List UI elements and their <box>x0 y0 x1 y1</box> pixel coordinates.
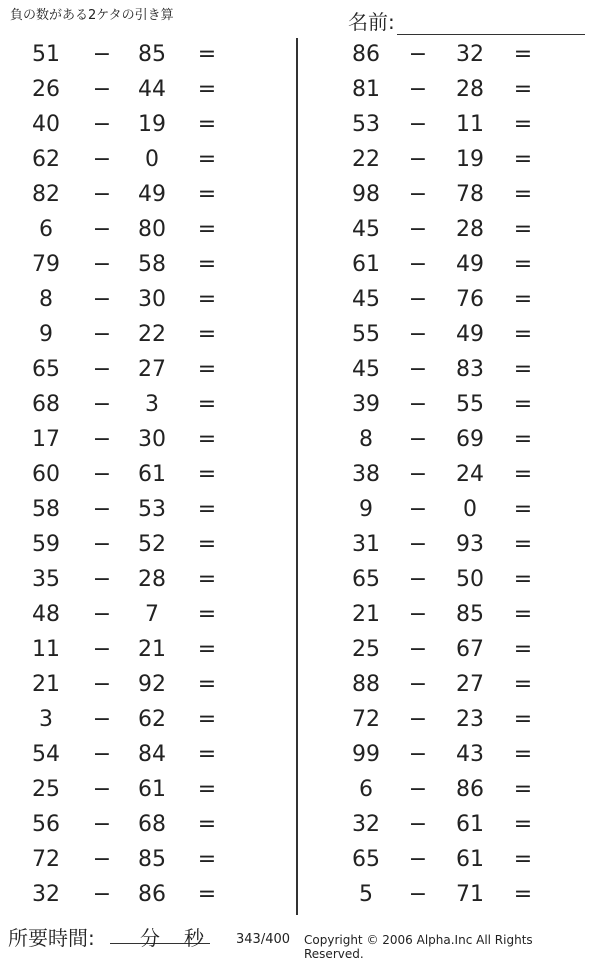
second-operand: 27 <box>456 672 484 697</box>
problem-row <box>320 318 590 353</box>
second-operand: 86 <box>456 777 484 802</box>
first-operand: 88 <box>352 672 380 697</box>
equals-sign: = <box>197 287 217 312</box>
first-operand: 26 <box>32 77 60 102</box>
equals-sign: = <box>513 532 533 557</box>
minus-sign: − <box>92 567 112 592</box>
minus-sign: − <box>92 42 112 67</box>
equals-sign: = <box>513 322 533 347</box>
first-operand: 51 <box>32 42 60 67</box>
problem-row <box>320 38 590 73</box>
equals-sign: = <box>197 882 217 907</box>
minus-sign: − <box>92 672 112 697</box>
minus-sign: − <box>408 357 428 382</box>
first-operand: 62 <box>32 147 60 172</box>
first-operand: 61 <box>352 252 380 277</box>
first-operand: 59 <box>32 532 60 557</box>
minus-sign: − <box>408 287 428 312</box>
second-operand: 55 <box>456 392 484 417</box>
problem-row <box>320 808 590 843</box>
first-operand: 6 <box>39 217 53 242</box>
name-label: 名前: <box>348 10 395 34</box>
equals-sign: = <box>513 847 533 872</box>
equals-sign: = <box>513 707 533 732</box>
name-field <box>348 6 585 35</box>
minus-sign: − <box>408 847 428 872</box>
problem-row <box>0 423 270 458</box>
problem-row <box>320 563 590 598</box>
equals-sign: = <box>197 112 217 137</box>
equals-sign: = <box>513 42 533 67</box>
problem-row <box>0 283 270 318</box>
time-label: 所要時間: <box>8 926 95 950</box>
equals-sign: = <box>513 777 533 802</box>
first-operand: 45 <box>352 217 380 242</box>
minus-sign: − <box>408 777 428 802</box>
first-operand: 53 <box>352 112 380 137</box>
problem-row <box>320 108 590 143</box>
minus-sign: − <box>408 497 428 522</box>
right-problem-column <box>320 38 590 913</box>
problem-row <box>320 598 590 633</box>
equals-sign: = <box>513 742 533 767</box>
first-operand: 45 <box>352 357 380 382</box>
first-operand: 9 <box>359 497 373 522</box>
minus-sign: − <box>408 707 428 732</box>
first-operand: 25 <box>352 637 380 662</box>
first-operand: 22 <box>352 147 380 172</box>
second-operand: 22 <box>138 322 166 347</box>
equals-sign: = <box>197 602 217 627</box>
first-operand: 81 <box>352 77 380 102</box>
page-number: 343/400 <box>236 932 291 947</box>
problem-row <box>320 143 590 178</box>
problem-row <box>320 528 590 563</box>
problem-row <box>0 143 270 178</box>
minus-sign: − <box>92 357 112 382</box>
minus-sign: − <box>92 252 112 277</box>
minus-sign: − <box>408 42 428 67</box>
problem-row <box>0 73 270 108</box>
second-operand: 93 <box>456 532 484 557</box>
minus-sign: − <box>408 217 428 242</box>
first-operand: 65 <box>352 847 380 872</box>
first-operand: 31 <box>352 532 380 557</box>
problem-row <box>0 668 270 703</box>
minus-sign: − <box>408 812 428 837</box>
first-operand: 72 <box>352 707 380 732</box>
equals-sign: = <box>513 182 533 207</box>
equals-sign: = <box>513 217 533 242</box>
second-operand: 62 <box>138 707 166 732</box>
second-operand: 49 <box>456 252 484 277</box>
second-operand: 69 <box>456 427 484 452</box>
equals-sign: = <box>197 462 217 487</box>
equals-sign: = <box>197 77 217 102</box>
problem-row <box>320 213 590 248</box>
minus-sign: − <box>408 672 428 697</box>
minus-sign: − <box>408 742 428 767</box>
equals-sign: = <box>197 42 217 67</box>
minus-sign: − <box>408 147 428 172</box>
first-operand: 48 <box>32 602 60 627</box>
second-operand: 50 <box>456 567 484 592</box>
problem-row <box>0 353 270 388</box>
minus-sign: − <box>92 112 112 137</box>
second-operand: 0 <box>145 147 159 172</box>
second-operand: 11 <box>456 112 484 137</box>
second-operand: 3 <box>145 392 159 417</box>
equals-sign: = <box>197 637 217 662</box>
second-operand: 53 <box>138 497 166 522</box>
problem-row <box>320 73 590 108</box>
first-operand: 25 <box>32 777 60 802</box>
second-operand: 49 <box>456 322 484 347</box>
problem-row <box>320 178 590 213</box>
equals-sign: = <box>513 567 533 592</box>
equals-sign: = <box>197 252 217 277</box>
second-operand: 86 <box>138 882 166 907</box>
seconds-label: 秒 <box>184 926 204 950</box>
problem-row <box>320 843 590 878</box>
second-operand: 19 <box>138 112 166 137</box>
second-operand: 30 <box>138 287 166 312</box>
equals-sign: = <box>197 672 217 697</box>
equals-sign: = <box>513 112 533 137</box>
second-operand: 61 <box>138 777 166 802</box>
second-operand: 28 <box>456 217 484 242</box>
second-operand: 7 <box>145 602 159 627</box>
second-operand: 83 <box>456 357 484 382</box>
second-operand: 23 <box>456 707 484 732</box>
first-operand: 11 <box>32 637 60 662</box>
second-operand: 85 <box>138 42 166 67</box>
second-operand: 76 <box>456 287 484 312</box>
problem-row <box>0 108 270 143</box>
equals-sign: = <box>197 427 217 452</box>
equals-sign: = <box>513 812 533 837</box>
equals-sign: = <box>513 392 533 417</box>
problem-row <box>0 458 270 493</box>
problem-row <box>320 493 590 528</box>
second-operand: 28 <box>138 567 166 592</box>
minus-sign: − <box>408 182 428 207</box>
second-operand: 32 <box>456 42 484 67</box>
problem-row <box>0 878 270 913</box>
second-operand: 61 <box>456 812 484 837</box>
problem-row <box>0 38 270 73</box>
first-operand: 65 <box>352 567 380 592</box>
equals-sign: = <box>197 217 217 242</box>
second-operand: 24 <box>456 462 484 487</box>
equals-sign: = <box>197 847 217 872</box>
problem-row <box>0 703 270 738</box>
second-operand: 84 <box>138 742 166 767</box>
equals-sign: = <box>513 602 533 627</box>
equals-sign: = <box>197 322 217 347</box>
problem-row <box>320 738 590 773</box>
second-operand: 71 <box>456 882 484 907</box>
column-divider <box>296 38 298 915</box>
first-operand: 21 <box>352 602 380 627</box>
problem-row <box>320 633 590 668</box>
minus-sign: − <box>92 707 112 732</box>
minus-sign: − <box>408 602 428 627</box>
second-operand: 52 <box>138 532 166 557</box>
problem-row <box>320 283 590 318</box>
second-operand: 19 <box>456 147 484 172</box>
problem-row <box>320 423 590 458</box>
minus-sign: − <box>408 532 428 557</box>
second-operand: 30 <box>138 427 166 452</box>
equals-sign: = <box>513 497 533 522</box>
second-operand: 68 <box>138 812 166 837</box>
first-operand: 68 <box>32 392 60 417</box>
minus-sign: − <box>92 147 112 172</box>
equals-sign: = <box>513 882 533 907</box>
first-operand: 82 <box>32 182 60 207</box>
equals-sign: = <box>197 707 217 732</box>
minus-sign: − <box>408 427 428 452</box>
first-operand: 39 <box>352 392 380 417</box>
problem-row <box>0 213 270 248</box>
second-operand: 0 <box>463 497 477 522</box>
problem-row <box>0 248 270 283</box>
minus-sign: − <box>408 567 428 592</box>
problem-row <box>0 633 270 668</box>
second-operand: 61 <box>138 462 166 487</box>
minus-sign: − <box>408 882 428 907</box>
second-operand: 49 <box>138 182 166 207</box>
first-operand: 9 <box>39 322 53 347</box>
second-operand: 43 <box>456 742 484 767</box>
first-operand: 99 <box>352 742 380 767</box>
left-problem-column <box>0 38 270 913</box>
minus-sign: − <box>92 217 112 242</box>
equals-sign: = <box>513 637 533 662</box>
minus-sign: − <box>92 462 112 487</box>
problem-row <box>320 388 590 423</box>
minus-sign: − <box>92 847 112 872</box>
first-operand: 3 <box>39 707 53 732</box>
second-operand: 92 <box>138 672 166 697</box>
equals-sign: = <box>513 77 533 102</box>
minus-sign: − <box>92 182 112 207</box>
first-operand: 55 <box>352 322 380 347</box>
equals-sign: = <box>197 812 217 837</box>
minus-sign: − <box>92 777 112 802</box>
first-operand: 56 <box>32 812 60 837</box>
equals-sign: = <box>197 777 217 802</box>
minus-sign: − <box>92 77 112 102</box>
first-operand: 98 <box>352 182 380 207</box>
equals-sign: = <box>513 147 533 172</box>
equals-sign: = <box>513 357 533 382</box>
second-operand: 44 <box>138 77 166 102</box>
first-operand: 45 <box>352 287 380 312</box>
name-line <box>397 14 585 35</box>
problem-row <box>320 703 590 738</box>
equals-sign: = <box>513 672 533 697</box>
minus-sign: − <box>408 252 428 277</box>
equals-sign: = <box>197 147 217 172</box>
equals-sign: = <box>197 497 217 522</box>
first-operand: 32 <box>352 812 380 837</box>
copyright: Copyright © 2006 Alpha.Inc All Rights Reserved. <box>304 933 533 961</box>
second-operand: 28 <box>456 77 484 102</box>
problem-row <box>320 353 590 388</box>
problem-row <box>0 843 270 878</box>
problem-row <box>320 248 590 283</box>
problem-row <box>0 773 270 808</box>
equals-sign: = <box>197 567 217 592</box>
second-operand: 61 <box>456 847 484 872</box>
minus-sign: − <box>408 322 428 347</box>
second-operand: 80 <box>138 217 166 242</box>
first-operand: 8 <box>39 287 53 312</box>
first-operand: 17 <box>32 427 60 452</box>
first-operand: 40 <box>32 112 60 137</box>
first-operand: 5 <box>359 882 373 907</box>
minus-sign: − <box>92 637 112 662</box>
problem-row <box>0 178 270 213</box>
first-operand: 65 <box>32 357 60 382</box>
minus-sign: − <box>408 392 428 417</box>
minus-sign: − <box>92 322 112 347</box>
equals-sign: = <box>197 742 217 767</box>
minus-sign: − <box>92 742 112 767</box>
problem-row <box>0 738 270 773</box>
first-operand: 8 <box>359 427 373 452</box>
problem-row <box>320 773 590 808</box>
second-operand: 21 <box>138 637 166 662</box>
problem-row <box>0 493 270 528</box>
first-operand: 58 <box>32 497 60 522</box>
first-operand: 86 <box>352 42 380 67</box>
first-operand: 38 <box>352 462 380 487</box>
problem-row <box>0 598 270 633</box>
minus-sign: − <box>92 287 112 312</box>
first-operand: 79 <box>32 252 60 277</box>
minus-sign: − <box>408 462 428 487</box>
second-operand: 78 <box>456 182 484 207</box>
problem-row <box>0 528 270 563</box>
minus-sign: − <box>92 602 112 627</box>
first-operand: 72 <box>32 847 60 872</box>
second-operand: 85 <box>138 847 166 872</box>
problem-row <box>320 458 590 493</box>
minus-sign: − <box>92 497 112 522</box>
first-operand: 60 <box>32 462 60 487</box>
footer <box>8 922 594 961</box>
first-operand: 32 <box>32 882 60 907</box>
minutes-label: 分 <box>140 926 160 950</box>
minus-sign: − <box>92 427 112 452</box>
second-operand: 27 <box>138 357 166 382</box>
first-operand: 21 <box>32 672 60 697</box>
problem-row <box>0 808 270 843</box>
problem-row <box>0 318 270 353</box>
minus-sign: − <box>408 637 428 662</box>
problem-row <box>320 668 590 703</box>
second-operand: 58 <box>138 252 166 277</box>
minus-sign: − <box>92 392 112 417</box>
equals-sign: = <box>197 392 217 417</box>
minus-sign: − <box>408 112 428 137</box>
problem-row <box>320 878 590 913</box>
problem-row <box>0 388 270 423</box>
minus-sign: − <box>92 882 112 907</box>
second-operand: 85 <box>456 602 484 627</box>
equals-sign: = <box>513 287 533 312</box>
first-operand: 35 <box>32 567 60 592</box>
equals-sign: = <box>197 182 217 207</box>
equals-sign: = <box>197 532 217 557</box>
equals-sign: = <box>513 252 533 277</box>
equals-sign: = <box>513 427 533 452</box>
minus-sign: − <box>92 532 112 557</box>
first-operand: 54 <box>32 742 60 767</box>
equals-sign: = <box>513 462 533 487</box>
minus-sign: − <box>92 812 112 837</box>
problem-row <box>0 563 270 598</box>
second-operand: 67 <box>456 637 484 662</box>
equals-sign: = <box>197 357 217 382</box>
worksheet-title: 負の数がある2ケタの引き算 <box>10 8 174 23</box>
first-operand: 6 <box>359 777 373 802</box>
minus-sign: − <box>408 77 428 102</box>
